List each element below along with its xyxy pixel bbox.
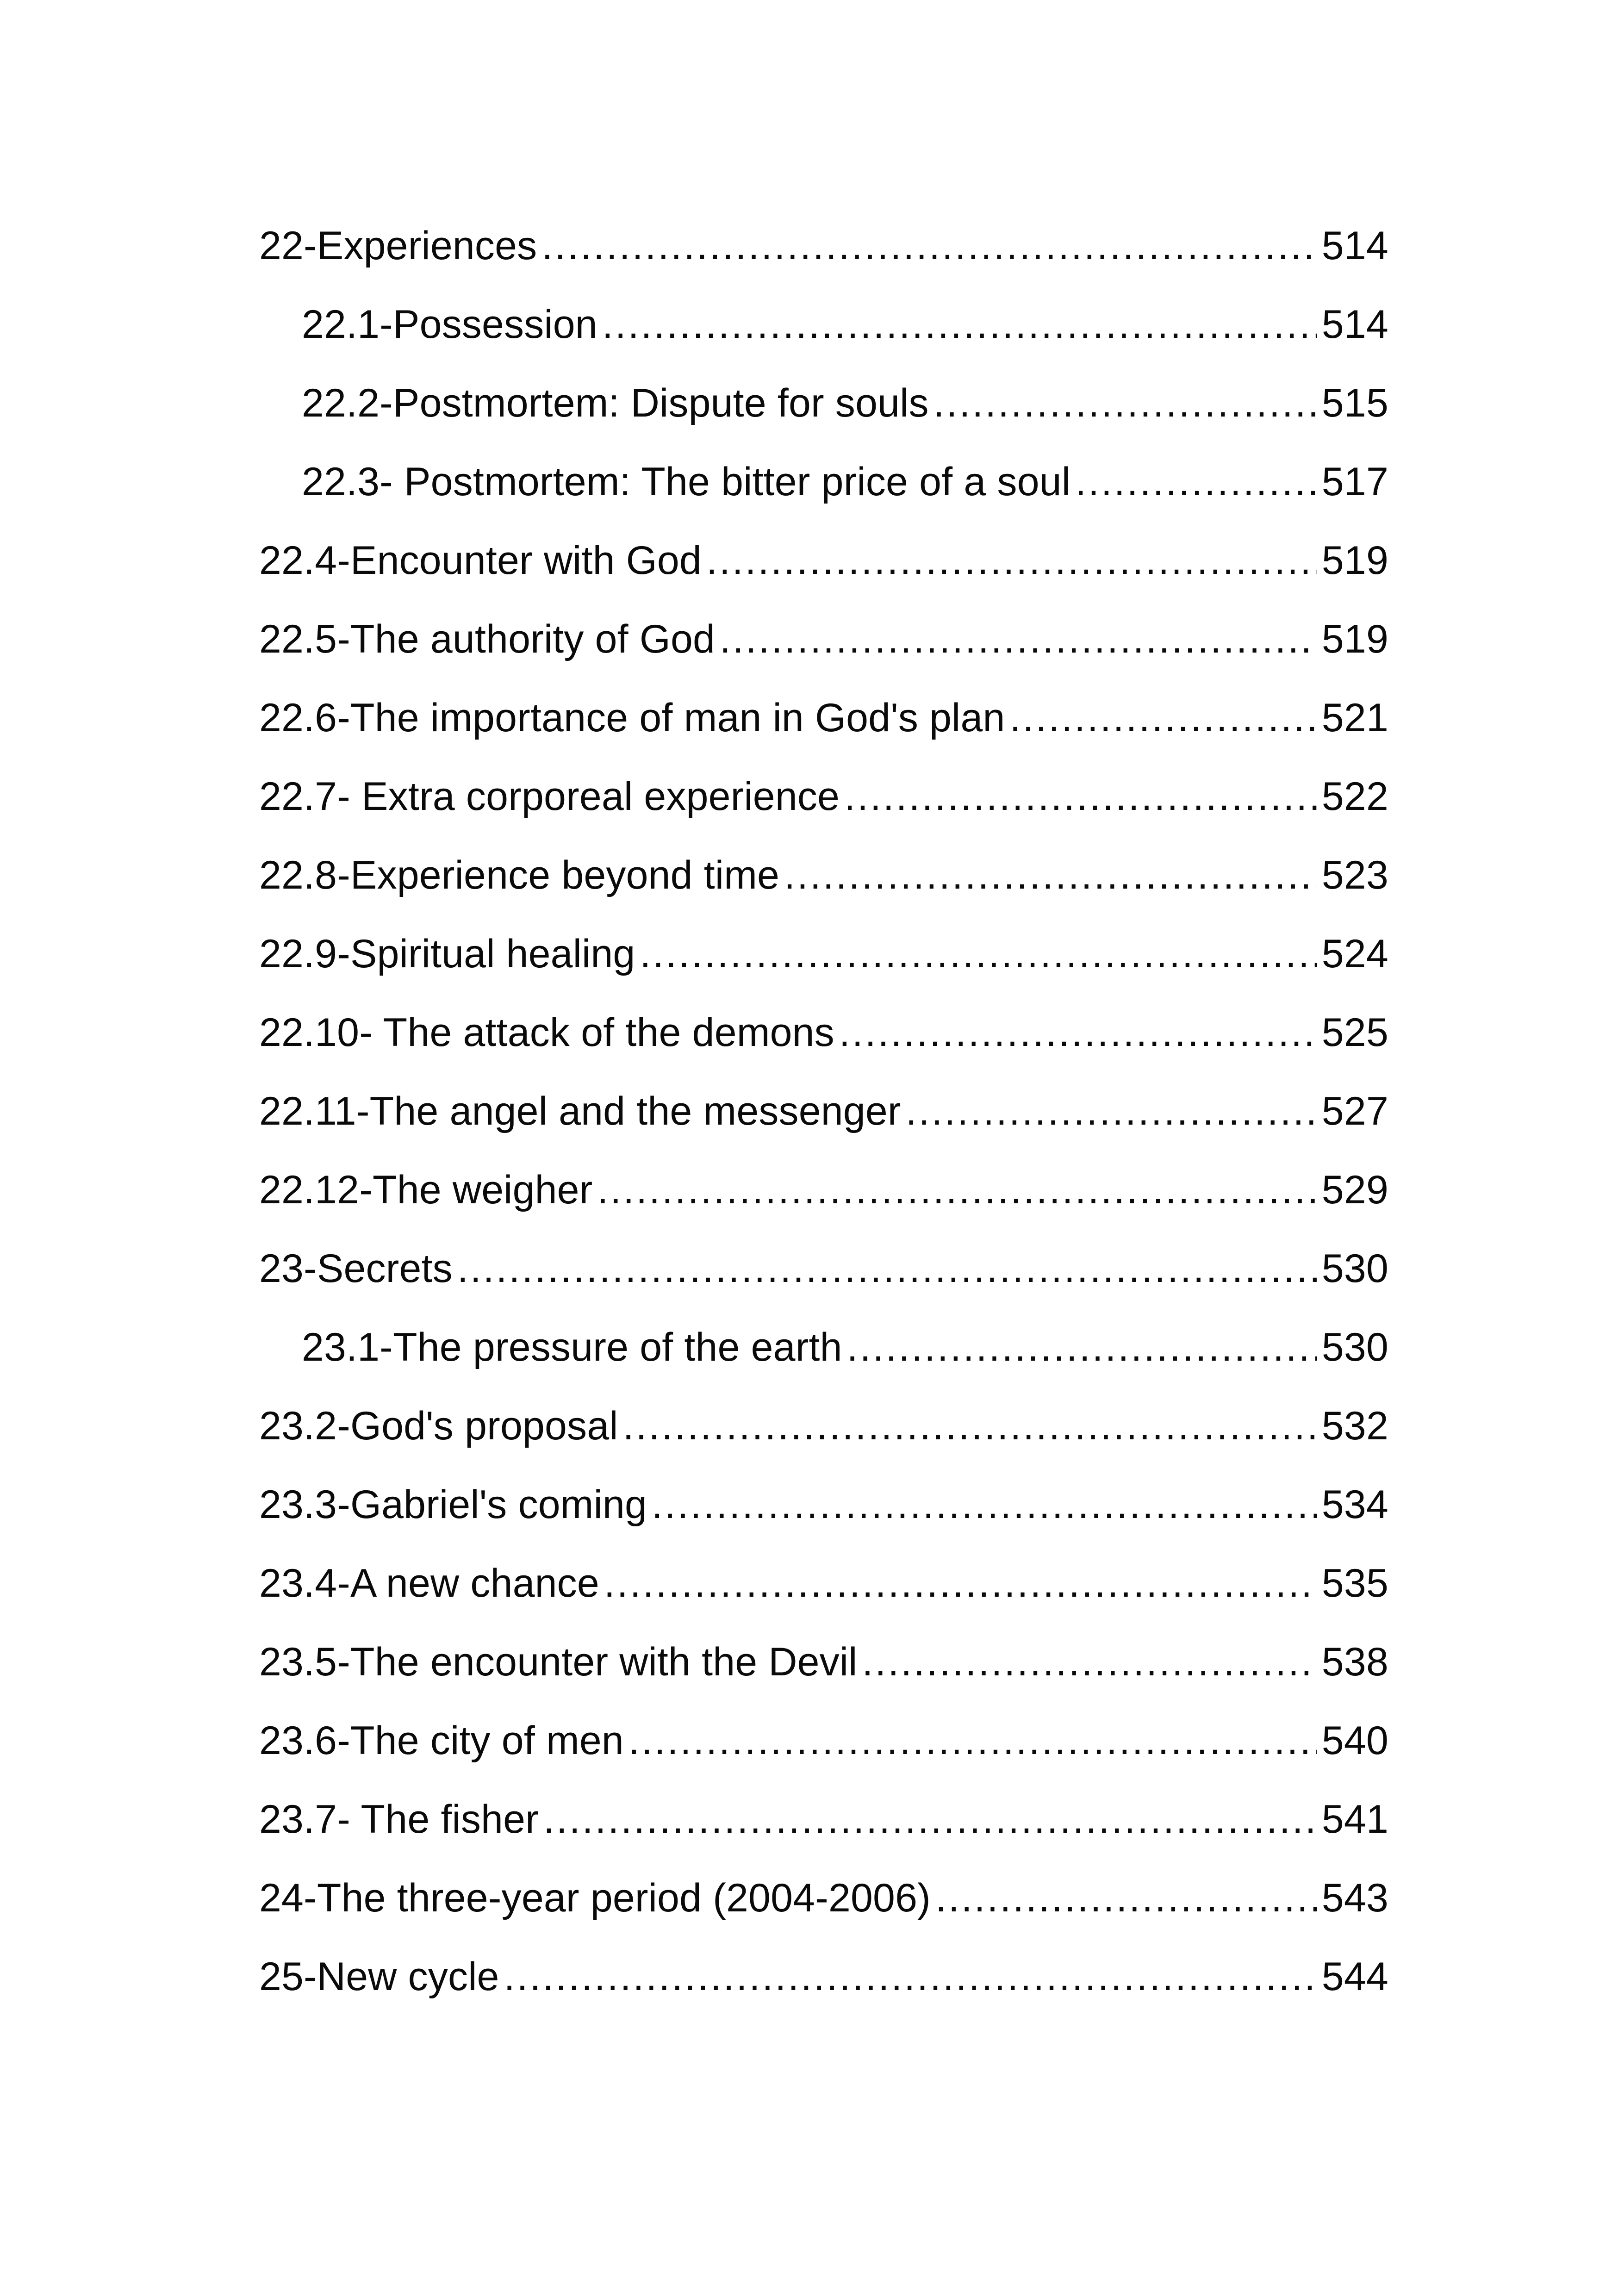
toc-entry-page-number: 541 — [1321, 1797, 1388, 1842]
toc-entry[interactable] — [259, 1308, 1388, 1387]
toc-entry-title: 23.7- The fisher — [259, 1797, 539, 1842]
toc-entry[interactable] — [259, 1623, 1388, 1701]
toc-entry-page-number: 530 — [1321, 1246, 1388, 1291]
dot-leader — [629, 1701, 1317, 1780]
toc-entry-title: 22.4-Encounter with God — [259, 538, 702, 583]
toc-entry-page-number: 524 — [1321, 932, 1388, 976]
toc-entry-title: 23.3-Gabriel's coming — [259, 1482, 647, 1527]
toc-entry[interactable] — [259, 1151, 1388, 1229]
toc-entry-title: 22.3- Postmortem: The bitter price of a soul — [302, 460, 1071, 504]
toc-entry-title: 23.1-The pressure of the earth — [302, 1325, 842, 1369]
toc-entry-page-number: 521 — [1321, 696, 1388, 740]
dot-leader — [862, 1623, 1317, 1701]
toc-entry-page-number: 532 — [1321, 1404, 1388, 1448]
toc-entry-title: 23.4-A new chance — [259, 1561, 599, 1605]
toc-entry-page-number: 538 — [1321, 1640, 1388, 1684]
dot-leader — [1075, 442, 1317, 521]
toc-entry[interactable] — [259, 678, 1388, 757]
toc-entry[interactable] — [259, 1701, 1388, 1780]
dot-leader — [906, 1072, 1317, 1151]
toc-entry[interactable] — [259, 285, 1388, 364]
dot-leader — [602, 285, 1317, 364]
toc-entry-page-number: 527 — [1321, 1089, 1388, 1133]
toc-entry-page-number: 523 — [1321, 853, 1388, 897]
toc-entry-title: 23.5-The encounter with the Devil — [259, 1640, 858, 1684]
toc-entry[interactable] — [259, 442, 1388, 521]
toc-entry-page-number: 544 — [1321, 1954, 1388, 1999]
table-of-contents — [259, 206, 1388, 2016]
toc-entry-page-number: 534 — [1321, 1482, 1388, 1527]
toc-entry-page-number: 519 — [1321, 538, 1388, 583]
toc-entry[interactable] — [259, 993, 1388, 1072]
toc-entry-page-number: 514 — [1321, 224, 1388, 268]
toc-entry-title: 22.6-The importance of man in God's plan — [259, 696, 1005, 740]
dot-leader — [640, 915, 1317, 993]
toc-entry-page-number: 514 — [1321, 302, 1388, 347]
toc-entry-title: 24-The three-year period (2004-2006) — [259, 1876, 931, 1920]
dot-leader — [933, 364, 1317, 442]
toc-entry-title: 25-New cycle — [259, 1954, 499, 1999]
toc-entry[interactable] — [259, 1859, 1388, 1937]
toc-entry[interactable] — [259, 600, 1388, 678]
dot-leader — [457, 1229, 1317, 1308]
toc-entry-title: 22.9-Spiritual healing — [259, 932, 635, 976]
toc-entry-title: 22-Experiences — [259, 224, 537, 268]
toc-entry[interactable] — [259, 206, 1388, 285]
toc-entry[interactable] — [259, 1544, 1388, 1623]
toc-entry[interactable] — [259, 1465, 1388, 1544]
toc-entry-title: 22.1-Possession — [302, 302, 597, 347]
toc-entry-page-number: 543 — [1321, 1876, 1388, 1920]
dot-leader — [1010, 678, 1317, 757]
toc-entry[interactable] — [259, 1387, 1388, 1465]
toc-entry[interactable] — [259, 757, 1388, 836]
dot-leader — [935, 1859, 1317, 1937]
toc-entry-title: 22.5-The authority of God — [259, 617, 716, 661]
dot-leader — [504, 1937, 1317, 2016]
toc-entry-title: 22.7- Extra corporeal experience — [259, 774, 840, 819]
dot-leader — [720, 600, 1317, 678]
dot-leader — [604, 1544, 1317, 1623]
toc-entry[interactable] — [259, 915, 1388, 993]
toc-entry-title: 22.2-Postmortem: Dispute for souls — [302, 381, 929, 425]
dot-leader — [543, 1780, 1317, 1859]
dot-leader — [847, 1308, 1317, 1387]
toc-entry[interactable] — [259, 1937, 1388, 2016]
toc-entry-title: 22.8-Experience beyond time — [259, 853, 780, 897]
dot-leader — [623, 1387, 1317, 1465]
dot-leader — [844, 757, 1317, 836]
dot-leader — [839, 993, 1317, 1072]
toc-entry-page-number: 522 — [1321, 774, 1388, 819]
toc-entry[interactable] — [259, 1229, 1388, 1308]
toc-entry[interactable] — [259, 1072, 1388, 1151]
toc-entry-page-number: 535 — [1321, 1561, 1388, 1605]
toc-entry-page-number: 540 — [1321, 1718, 1388, 1763]
dot-leader — [652, 1465, 1317, 1544]
dot-leader — [541, 206, 1317, 285]
toc-entry-title: 23.6-The city of men — [259, 1718, 624, 1763]
dot-leader — [784, 836, 1317, 915]
toc-entry-page-number: 517 — [1321, 460, 1388, 504]
toc-entry-page-number: 519 — [1321, 617, 1388, 661]
toc-entry[interactable] — [259, 364, 1388, 442]
toc-entry[interactable] — [259, 836, 1388, 915]
dot-leader — [597, 1151, 1317, 1229]
toc-entry[interactable] — [259, 1780, 1388, 1859]
dot-leader — [706, 521, 1317, 600]
toc-entry-title: 22.10- The attack of the demons — [259, 1010, 834, 1055]
toc-entry-title: 22.11-The angel and the messenger — [259, 1089, 901, 1133]
toc-entry-title: 23-Secrets — [259, 1246, 453, 1291]
toc-entry-title: 23.2-God's proposal — [259, 1404, 618, 1448]
toc-entry-page-number: 525 — [1321, 1010, 1388, 1055]
toc-entry[interactable] — [259, 521, 1388, 600]
toc-entry-page-number: 515 — [1321, 381, 1388, 425]
toc-entry-title: 22.12-The weigher — [259, 1168, 593, 1212]
toc-entry-page-number: 529 — [1321, 1168, 1388, 1212]
toc-entry-page-number: 530 — [1321, 1325, 1388, 1369]
